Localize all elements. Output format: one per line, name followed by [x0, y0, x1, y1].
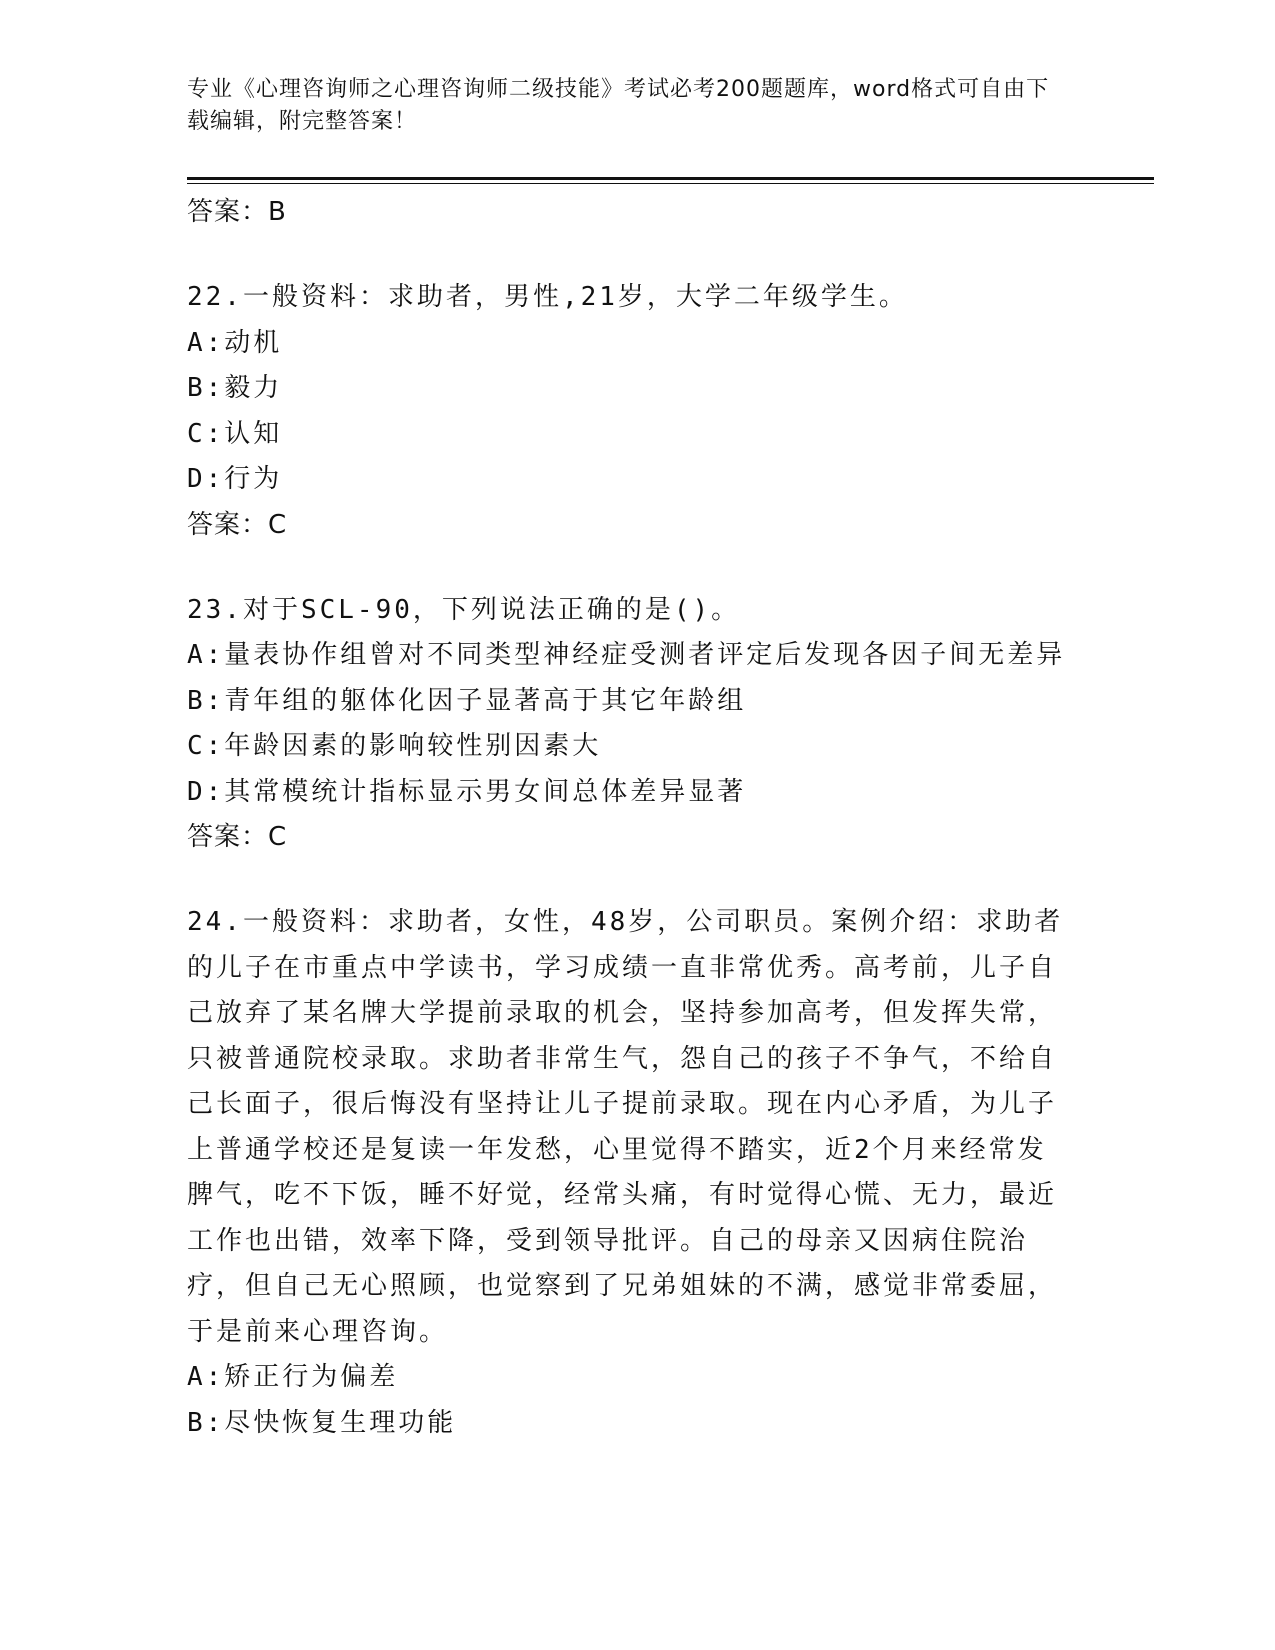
header-rule-thick: [187, 177, 1154, 180]
option-b: B:青年组的躯体化因子显著高于其它年龄组: [187, 685, 747, 716]
spacer: [187, 548, 1087, 588]
option-c: C:年龄因素的影响较性别因素大: [187, 731, 602, 761]
question-stem: 23.对于SCL-90，下列说法正确的是()。: [187, 594, 741, 625]
question-23: [187, 588, 1087, 861]
answer: 答案：C: [187, 509, 288, 540]
option-b: B:尽快恢复生理功能: [187, 1407, 457, 1438]
document-body: [187, 190, 1087, 1446]
header-rule-thin: [187, 183, 1154, 184]
answer-previous: 答案：B: [187, 197, 287, 227]
document-header: 专业《心理咨询师之心理咨询师二级技能》考试必考200题题库，word格式可自由下载编辑，附完整答案！: [187, 77, 1050, 134]
option-a: A:动机: [187, 327, 283, 358]
question-stem: 22.一般资料：求助者，男性,21岁，大学二年级学生。: [187, 282, 908, 312]
option-a: A:量表协作组曾对不同类型神经症受测者评定后发现各因子间无差异: [187, 640, 1066, 670]
option-a: A:矫正行为偏差: [187, 1362, 399, 1392]
spacer: [187, 860, 1087, 900]
spacer: [187, 235, 1087, 275]
question-24: [187, 900, 1087, 1446]
answer: 答案：C: [187, 822, 288, 852]
option-c: C:认知: [187, 418, 283, 449]
question-22: [187, 275, 1087, 548]
option-d: D:其常模统计指标显示男女间总体差异显著: [187, 776, 747, 807]
option-b: B:毅力: [187, 373, 283, 403]
option-d: D:行为: [187, 464, 283, 494]
question-stem: 24.一般资料：求助者，女性，48岁，公司职员。案例介绍：求助者的儿子在市重点中学读书，学习成绩一直非常优秀。高考前，儿子自己放弃了某名牌大学提前录取的机会，坚持参加高考，但发挥失常，只被普通院校录取。求助者非常生气，怨自己的孩子不争气，不给自己长面子，很后悔没有坚持让儿子提前录取。现在内心矛盾，为儿子上普通学校还是复读一年发愁，心里觉得不踏实，近2个月来经常发脾气，吃不下饭，睡不好觉，经常头痛，有时觉得心慌、无力，最近工作也出错，效率下降，受到领导批评。自己的母亲又因病住院治疗，但自己无心照顾，也觉察到了兄弟姐妹的不满，感觉非常委屈，于是前来心理咨询。: [187, 907, 1064, 1347]
